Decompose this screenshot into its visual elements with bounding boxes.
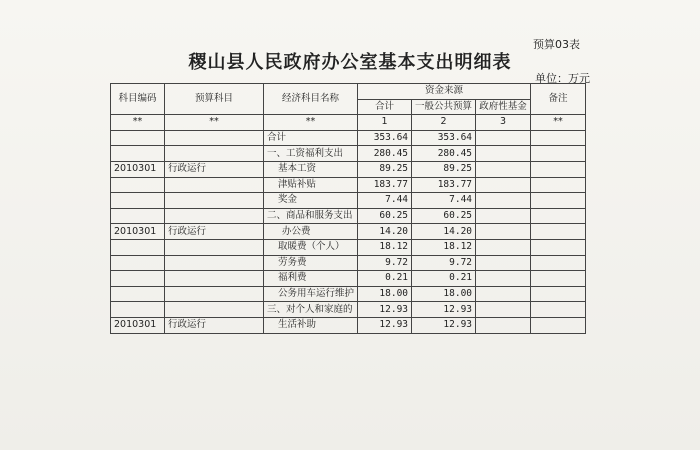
- cell-economic-subject: 奖金: [264, 193, 358, 209]
- cell-general-budget: 183.77: [412, 177, 476, 193]
- cell-subject-code: 2010301: [111, 224, 165, 240]
- cell-subject-code: [111, 130, 165, 146]
- cell-general-budget: 7.44: [412, 193, 476, 209]
- cell-economic-subject: 合计: [264, 130, 358, 146]
- cell-subject-code: [111, 302, 165, 318]
- table-row: [111, 177, 586, 193]
- cell-general-budget: 60.25: [412, 208, 476, 224]
- cell-subject-code: [111, 193, 165, 209]
- unit-label: 单位：万元: [535, 72, 590, 85]
- cell-gov-fund: [476, 302, 531, 318]
- index-row: [111, 115, 586, 131]
- cell-economic-subject: 基本工资: [264, 161, 358, 177]
- index-code: **: [111, 115, 165, 131]
- cell-gov-fund: [476, 193, 531, 209]
- cell-gov-fund: [476, 177, 531, 193]
- cell-total: 18.00: [358, 286, 412, 302]
- cell-budget-subject: [165, 208, 264, 224]
- table-row: [111, 161, 586, 177]
- header-budget-subject: 预算科目: [165, 84, 264, 115]
- table-row: [111, 208, 586, 224]
- cell-total: 353.64: [358, 130, 412, 146]
- cell-remark: [531, 177, 586, 193]
- form-code: 预算03表: [533, 38, 580, 51]
- cell-gov-fund: [476, 224, 531, 240]
- cell-gov-fund: [476, 239, 531, 255]
- cell-general-budget: 14.20: [412, 224, 476, 240]
- cell-gov-fund: [476, 208, 531, 224]
- cell-budget-subject: [165, 193, 264, 209]
- header-economic-subject: 经济科目名称: [264, 84, 358, 115]
- cell-economic-subject: 取暖费（个人）: [264, 239, 358, 255]
- cell-budget-subject: 行政运行: [165, 317, 264, 333]
- cell-general-budget: 0.21: [412, 271, 476, 287]
- cell-remark: [531, 193, 586, 209]
- cell-total: 60.25: [358, 208, 412, 224]
- table-row: [111, 255, 586, 271]
- cell-subject-code: [111, 208, 165, 224]
- table-row: [111, 286, 586, 302]
- header-general-budget: 一般公共预算: [412, 99, 476, 115]
- document-title: 稷山县人民政府办公室基本支出明细表: [188, 52, 512, 73]
- cell-total: 18.12: [358, 239, 412, 255]
- table-body: [111, 130, 586, 333]
- cell-total: 12.93: [358, 317, 412, 333]
- index-economic: **: [264, 115, 358, 131]
- header-fund-source: 资金来源: [358, 84, 531, 100]
- index-total: 1: [358, 115, 412, 131]
- cell-remark: [531, 161, 586, 177]
- cell-general-budget: 12.93: [412, 302, 476, 318]
- index-remark: **: [531, 115, 586, 131]
- cell-subject-code: [111, 255, 165, 271]
- cell-budget-subject: [165, 239, 264, 255]
- cell-general-budget: 89.25: [412, 161, 476, 177]
- cell-economic-subject: 办公费: [264, 224, 358, 240]
- cell-subject-code: [111, 239, 165, 255]
- cell-remark: [531, 271, 586, 287]
- cell-total: 280.45: [358, 146, 412, 162]
- header-remark: 备注: [531, 84, 586, 115]
- cell-budget-subject: [165, 255, 264, 271]
- cell-total: 89.25: [358, 161, 412, 177]
- table-row: [111, 302, 586, 318]
- cell-remark: [531, 239, 586, 255]
- cell-economic-subject: 公务用车运行维护: [264, 286, 358, 302]
- index-general: 2: [412, 115, 476, 131]
- cell-remark: [531, 208, 586, 224]
- cell-total: 0.21: [358, 271, 412, 287]
- cell-gov-fund: [476, 255, 531, 271]
- header-total: 合计: [358, 99, 412, 115]
- table-row: [111, 239, 586, 255]
- table-row: [111, 193, 586, 209]
- header-gov-fund: 政府性基金: [476, 99, 531, 115]
- cell-economic-subject: 福利费: [264, 271, 358, 287]
- cell-economic-subject: 劳务费: [264, 255, 358, 271]
- cell-general-budget: 9.72: [412, 255, 476, 271]
- cell-subject-code: [111, 177, 165, 193]
- cell-budget-subject: [165, 177, 264, 193]
- table-row: [111, 317, 586, 333]
- index-gov: 3: [476, 115, 531, 131]
- cell-remark: [531, 224, 586, 240]
- expenditure-table: [110, 83, 586, 334]
- cell-budget-subject: [165, 130, 264, 146]
- cell-general-budget: 280.45: [412, 146, 476, 162]
- cell-general-budget: 353.64: [412, 130, 476, 146]
- cell-economic-subject: 一、工资福利支出: [264, 146, 358, 162]
- cell-economic-subject: 三、对个人和家庭的: [264, 302, 358, 318]
- header-subject-code: 科目编码: [111, 84, 165, 115]
- cell-budget-subject: [165, 286, 264, 302]
- cell-total: 14.20: [358, 224, 412, 240]
- cell-total: 9.72: [358, 255, 412, 271]
- cell-gov-fund: [476, 317, 531, 333]
- cell-remark: [531, 146, 586, 162]
- cell-total: 12.93: [358, 302, 412, 318]
- cell-subject-code: [111, 271, 165, 287]
- cell-economic-subject: 津贴补贴: [264, 177, 358, 193]
- cell-subject-code: 2010301: [111, 317, 165, 333]
- cell-economic-subject: 二、商品和服务支出: [264, 208, 358, 224]
- cell-budget-subject: 行政运行: [165, 161, 264, 177]
- cell-gov-fund: [476, 161, 531, 177]
- cell-subject-code: [111, 146, 165, 162]
- cell-general-budget: 18.12: [412, 239, 476, 255]
- index-budget: **: [165, 115, 264, 131]
- table-row: [111, 271, 586, 287]
- cell-remark: [531, 255, 586, 271]
- cell-total: 183.77: [358, 177, 412, 193]
- table-row: [111, 146, 586, 162]
- cell-remark: [531, 302, 586, 318]
- cell-budget-subject: 行政运行: [165, 224, 264, 240]
- cell-total: 7.44: [358, 193, 412, 209]
- cell-budget-subject: [165, 146, 264, 162]
- cell-general-budget: 18.00: [412, 286, 476, 302]
- table-row: [111, 130, 586, 146]
- cell-economic-subject: 生活补助: [264, 317, 358, 333]
- cell-remark: [531, 286, 586, 302]
- cell-general-budget: 12.93: [412, 317, 476, 333]
- table-row: [111, 224, 586, 240]
- cell-budget-subject: [165, 271, 264, 287]
- cell-remark: [531, 130, 586, 146]
- cell-subject-code: 2010301: [111, 161, 165, 177]
- cell-budget-subject: [165, 302, 264, 318]
- cell-gov-fund: [476, 286, 531, 302]
- cell-gov-fund: [476, 146, 531, 162]
- cell-remark: [531, 317, 586, 333]
- cell-gov-fund: [476, 271, 531, 287]
- cell-subject-code: [111, 286, 165, 302]
- cell-gov-fund: [476, 130, 531, 146]
